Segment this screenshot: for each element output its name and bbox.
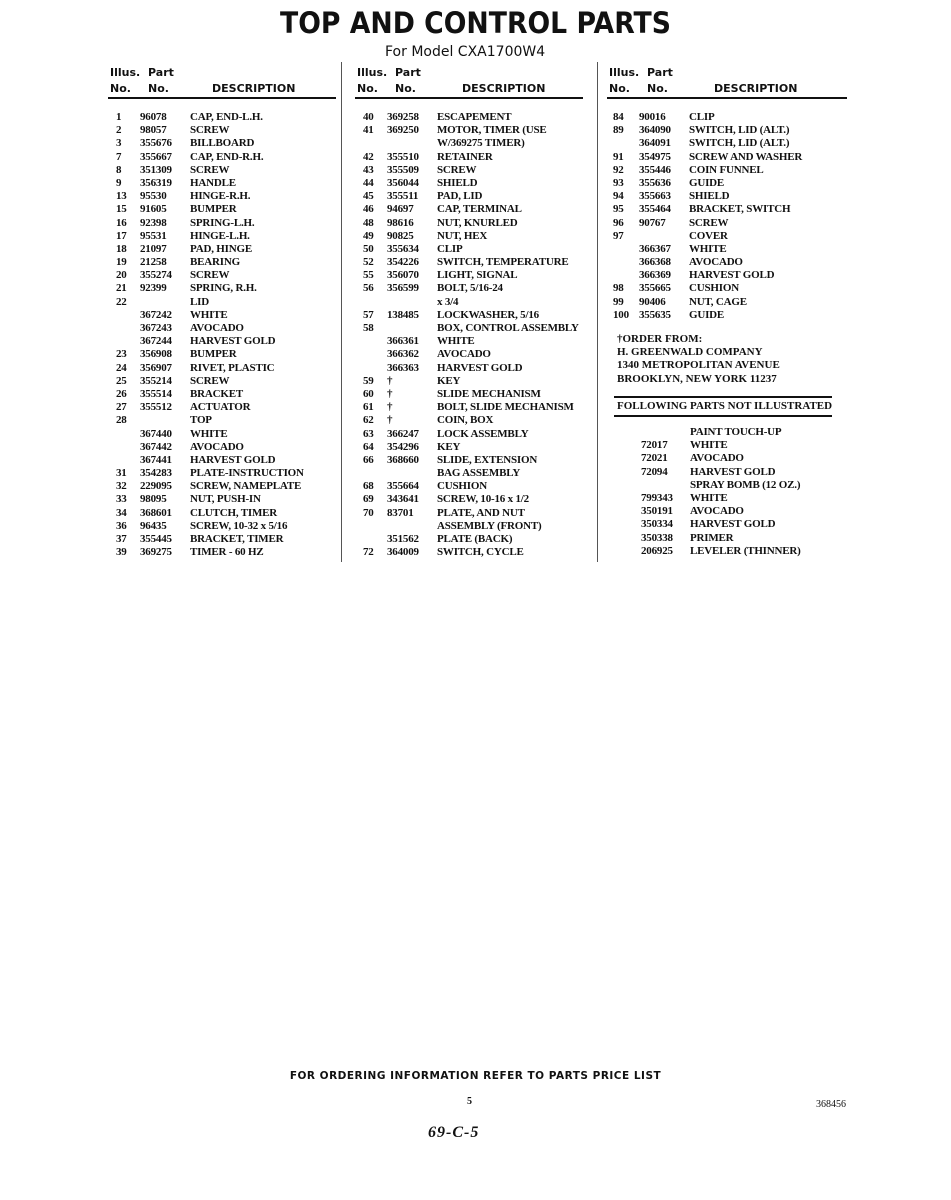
column-divider [341,62,342,562]
part-description: SCREW [190,269,230,282]
part-number: 355664 [387,480,419,493]
illus-no-header: No. [357,82,378,95]
part-number: 354283 [140,467,172,480]
part-number: 364009 [387,546,419,559]
illus-number: 84 [613,111,624,123]
part-number: 354975 [639,150,671,163]
column-divider [597,62,598,562]
illus-number: 58 [363,322,374,334]
part-description: CLIP [437,242,463,255]
part-description: W/369275 TIMER) [437,137,525,150]
order-street: 1340 METROPOLITAN AVENUE [617,359,780,372]
part-number: 355274 [140,269,172,282]
part-description: HARVEST GOLD [190,335,276,348]
part-number: 356908 [140,348,172,361]
part-number: 229095 [140,480,172,493]
illus-number: 22 [116,295,127,308]
part-description: HARVEST GOLD [190,453,276,466]
part-description: SCREW [437,163,477,176]
part-description: PLATE (BACK) [437,533,513,545]
ordering-footer: FOR ORDERING INFORMATION REFER TO PARTS PRICE LIST [289,1070,662,1082]
part-number: 355514 [140,387,172,400]
header-rule [108,97,336,99]
part-number: 367440 [140,427,172,440]
illus-number: 24 [116,361,127,374]
handwritten-note: 69-C-5 [428,1124,480,1141]
illus-number: 98 [613,282,624,295]
part-description: SWITCH, TEMPERATURE [437,256,569,269]
part-description: ASSEMBLY (FRONT) [437,519,542,532]
illus-number: 50 [363,242,374,255]
part-description: PAD, LID [437,190,483,203]
part-description: SPRING, R.H. [190,282,257,295]
part-description: PRIMER [690,531,734,544]
part-description: HINGE-L.H. [190,229,250,242]
part-number: 355665 [639,282,671,295]
illus-number: 26 [116,387,127,400]
part-number: 98057 [140,124,167,137]
description-header: DESCRIPTION [212,82,296,95]
part-description: CLIP [689,111,715,123]
part-description: RETAINER [437,150,493,163]
order-city: BROOKLYN, NEW YORK 11237 [617,372,777,385]
part-description: PAINT TOUCH-UP [690,426,782,438]
illus-number: 25 [116,374,127,387]
part-description: BOLT, SLIDE MECHANISM [437,401,574,414]
part-description: AVOCADO [690,505,744,518]
part-header: Part [647,66,673,79]
part-description: BRACKET, SWITCH [689,203,791,216]
part-description: COVER [689,229,728,242]
illus-number: 46 [363,203,374,216]
part-description: BUMPER [190,203,237,216]
part-description: WHITE [190,427,228,440]
part-description: NUT, CAGE [689,295,747,308]
illus-number: 89 [613,124,624,137]
part-number: 92399 [140,282,167,295]
part-description: CAP, END-L.H. [190,111,263,123]
illus-number: 15 [116,203,127,216]
part-description: AVOCADO [190,440,244,453]
part-number: 355635 [639,308,671,321]
part-number: 355446 [639,163,671,176]
part-number: 355445 [140,533,172,545]
part-number: 96078 [140,111,167,123]
part-number: 356070 [387,269,419,282]
description-header: DESCRIPTION [714,82,798,95]
part-description: TIMER - 60 HZ [190,546,264,559]
illus-number: 37 [116,533,127,545]
part-number: 354296 [387,440,419,453]
part-number: 355676 [140,137,172,150]
part-header: Part [395,66,421,79]
part-description: HARVEST GOLD [690,518,776,531]
illus-number: 96 [613,216,624,229]
illus-number: 66 [363,453,374,466]
illus-number: 16 [116,216,127,229]
part-description: SCREW [689,216,729,229]
part-number: 138485 [387,308,419,321]
part-number: 364090 [639,124,671,137]
illus-number: 62 [363,414,374,427]
part-number: 367442 [140,440,172,453]
illus-number: 99 [613,295,624,308]
part-number: 366368 [639,256,671,269]
part-number: 366367 [639,242,671,255]
illus-number: 95 [613,203,624,216]
part-description: ACTUATOR [190,401,251,414]
part-description: CLUTCH, TIMER [190,506,278,519]
divider [614,396,832,398]
model-subtitle: For Model CXA1700W4 [385,44,546,60]
part-description: HARVEST GOLD [689,269,775,282]
illus-number: 8 [116,163,122,176]
page-title: TOP AND CONTROL PARTS [280,6,671,40]
part-number: † [387,414,393,427]
part-description: GUIDE [689,176,725,189]
part-description: SHIELD [689,190,730,203]
part-description: SCREW, 10-16 x 1/2 [437,493,529,506]
part-description: SCREW AND WASHER [689,150,803,163]
page-number: 5 [467,1096,472,1107]
part-description: LOCK ASSEMBLY [437,427,529,440]
part-description: TOP [190,414,212,427]
part-number: 94697 [387,203,414,216]
part-number: 206925 [641,544,673,557]
part-description: BOLT, 5/16-24 [437,282,503,295]
not-illustrated-heading: FOLLOWING PARTS NOT ILLUSTRATED [617,400,833,412]
part-description: SPRAY BOMB (12 OZ.) [690,478,801,491]
illus-number: 92 [613,163,624,176]
part-number: 368660 [387,453,419,466]
illus-number: 59 [363,374,374,387]
illus-number: 28 [116,414,127,427]
illus-number: 3 [116,137,122,150]
divider [614,415,832,417]
part-description: SPRING-L.H. [190,216,255,229]
illus-number: 31 [116,467,127,480]
part-number: 355634 [387,242,419,255]
part-description: GUIDE [689,308,725,321]
illus-number: 91 [613,150,624,163]
part-number: 21097 [140,242,167,255]
illus-no-header: No. [110,82,131,95]
part-description: COIN FUNNEL [689,163,764,176]
part-description: SCREW, 10-32 x 5/16 [190,519,288,532]
part-number: 356044 [387,176,419,189]
part-description: LOCKWASHER, 5/16 [437,308,539,321]
part-description: AVOCADO [689,256,743,269]
illus-number: 49 [363,229,374,242]
illus-header: Illus. [110,66,141,79]
illus-number: 2 [116,124,122,137]
part-description: PLATE, AND NUT [437,506,525,519]
part-number: 355663 [639,190,671,203]
part-number: 364091 [639,137,671,150]
part-number: 356907 [140,361,172,374]
part-description: KEY [437,440,461,453]
part-description: x 3/4 [437,295,459,308]
part-description: BUMPER [190,348,237,361]
illus-number: 100 [613,308,629,321]
illus-number: 72 [363,546,374,559]
illus-number: 97 [613,229,624,242]
part-description: AVOCADO [437,348,491,361]
part-header: Part [148,66,174,79]
illus-number: 39 [116,546,127,559]
part-description: PAD, HINGE [190,242,252,255]
illus-number: 13 [116,190,127,203]
illus-number: 36 [116,519,127,532]
part-description: CUSHION [689,282,739,295]
part-number: 21258 [140,256,167,269]
part-number: 95531 [140,229,167,242]
part-description: SWITCH, LID (ALT.) [689,124,790,137]
part-description: LID [190,295,209,308]
part-number: 367243 [140,322,172,334]
illus-no-header: No. [609,82,630,95]
part-description: MOTOR, TIMER (USE [437,124,547,137]
part-number: † [387,387,393,400]
part-number: 355509 [387,163,419,176]
illus-header: Illus. [357,66,388,79]
part-number: 355464 [639,203,671,216]
order-from-block [617,333,780,386]
part-description: SWITCH, CYCLE [437,546,524,559]
illus-number: 1 [116,111,122,123]
illus-number: 60 [363,387,374,400]
part-description: WHITE [190,308,228,321]
part-number: 72021 [641,452,668,465]
part-number: 343641 [387,493,419,506]
part-description: NUT, PUSH-IN [190,493,261,506]
illus-number: 94 [613,190,624,203]
part-number: 356599 [387,282,419,295]
part-number: 350191 [641,505,673,518]
part-description: COIN, BOX [437,414,494,427]
illus-number: 18 [116,242,127,255]
part-description: BEARING [190,256,240,269]
order-from-label: †ORDER FROM: [617,333,703,345]
illus-number: 32 [116,480,127,493]
part-description: SCREW [190,374,230,387]
illus-number: 34 [116,506,127,519]
illus-header: Illus. [609,66,640,79]
part-description: SLIDE, EXTENSION [437,453,538,466]
part-description: WHITE [437,335,475,348]
part-description: LIGHT, SIGNAL [437,269,518,282]
part-number: 350334 [641,518,673,531]
part-number: 369258 [387,111,419,123]
illus-number: 45 [363,190,374,203]
part-number: 72094 [641,465,668,478]
illus-number: 40 [363,111,374,123]
part-description: CAP, END-R.H. [190,150,264,163]
part-description: CUSHION [437,480,487,493]
part-number: 90767 [639,216,666,229]
part-description: LEVELER (THINNER) [690,544,801,557]
part-number: 83701 [387,506,414,519]
illus-number: 20 [116,269,127,282]
document-number: 368456 [816,1099,846,1110]
part-number: 355510 [387,150,419,163]
part-description: ESCAPEMENT [437,111,512,123]
illus-number: 57 [363,308,374,321]
part-description: NUT, HEX [437,229,488,242]
illus-number: 19 [116,256,127,269]
header-rule [355,97,583,99]
illus-number: 56 [363,282,374,295]
illus-number: 9 [116,176,122,189]
illus-number: 33 [116,493,127,506]
part-number: 90825 [387,229,414,242]
part-number: 72017 [641,439,668,452]
part-number: 92398 [140,216,167,229]
part-number: 367441 [140,453,172,466]
part-description: BRACKET [190,387,243,400]
part-description: BOX, CONTROL ASSEMBLY [437,322,579,334]
illus-number: 55 [363,269,374,282]
part-number: 355636 [639,176,671,189]
illus-number: 68 [363,480,374,493]
part-number: 350338 [641,531,673,544]
illus-number: 23 [116,348,127,361]
part-number: 355511 [387,190,419,203]
order-company: H. GREENWALD COMPANY [617,346,763,359]
part-description: SCREW, NAMEPLATE [190,480,302,493]
illus-number: 61 [363,401,374,414]
part-description: SHIELD [437,176,478,189]
part-number: 368601 [140,506,172,519]
part-description: WHITE [689,242,727,255]
part-description: KEY [437,374,461,387]
part-description: HARVEST GOLD [690,465,776,478]
part-number: 367244 [140,335,172,348]
illus-number: 42 [363,150,374,163]
part-number: 355214 [140,374,172,387]
part-description: BAG ASSEMBLY [437,467,521,480]
part-number: 90016 [639,111,666,123]
illus-number: 43 [363,163,374,176]
part-description: HARVEST GOLD [437,361,523,374]
part-number: 351309 [140,163,172,176]
illus-number: 52 [363,256,374,269]
illus-number: 93 [613,176,624,189]
part-number: 355667 [140,150,172,163]
part-number: 799343 [641,491,673,504]
description-header: DESCRIPTION [462,82,546,95]
part-number: 356319 [140,176,172,189]
illus-number: 27 [116,401,127,414]
part-number: 98095 [140,493,167,506]
part-number: 366362 [387,348,419,361]
part-number: 366369 [639,269,671,282]
part-description: RIVET, PLASTIC [190,361,275,374]
part-number: 367242 [140,308,172,321]
part-description: BRACKET, TIMER [190,533,284,545]
illus-number: 69 [363,493,374,506]
part-number: 366363 [387,361,419,374]
part-description: NUT, KNURLED [437,216,518,229]
part-number: 90406 [639,295,666,308]
header-rule [607,97,847,99]
illus-number: 48 [363,216,374,229]
part-number: 91605 [140,203,167,216]
part-no-header: No. [647,82,668,95]
illus-number: 64 [363,440,374,453]
part-description: SCREW [190,163,230,176]
part-description: WHITE [690,439,728,452]
part-number: 369275 [140,546,172,559]
illus-number: 21 [116,282,127,295]
illus-number: 41 [363,124,374,137]
part-number: 98616 [387,216,414,229]
part-description: WHITE [690,491,728,504]
part-description: AVOCADO [190,322,244,334]
part-no-header: No. [148,82,169,95]
illus-number: 70 [363,506,374,519]
part-number: 354226 [387,256,419,269]
part-description: SLIDE MECHANISM [437,387,541,400]
part-number: 351562 [387,533,419,545]
part-number: 95530 [140,190,167,203]
part-number: 96435 [140,519,167,532]
part-number: 366361 [387,335,419,348]
part-description: SWITCH, LID (ALT.) [689,137,790,150]
part-description: PLATE-INSTRUCTION [190,467,304,480]
part-number: † [387,401,393,414]
illus-number: 7 [116,150,122,163]
part-no-header: No. [395,82,416,95]
part-description: BILLBOARD [190,137,255,150]
part-description: HINGE-R.H. [190,190,251,203]
part-number: 355512 [140,401,172,414]
illus-number: 17 [116,229,127,242]
part-description: AVOCADO [690,452,744,465]
part-description: HANDLE [190,176,236,189]
part-number: † [387,374,393,387]
illus-number: 44 [363,176,374,189]
illus-number: 63 [363,427,374,440]
part-description: SCREW [190,124,230,137]
part-number: 366247 [387,427,419,440]
part-description: CAP, TERMINAL [437,203,522,216]
part-number: 369250 [387,124,419,137]
